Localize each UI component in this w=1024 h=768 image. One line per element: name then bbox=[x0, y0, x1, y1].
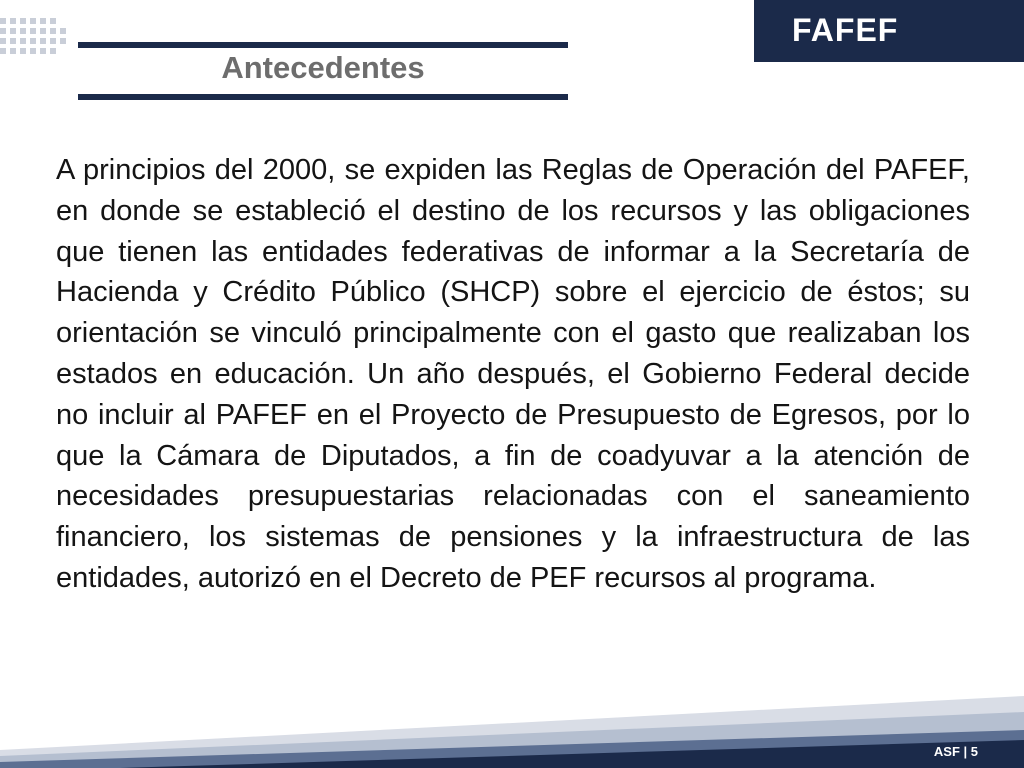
page-title: Antecedentes bbox=[221, 50, 425, 85]
body-paragraph: A principios del 2000, se expiden las Reglas de Operación del PAFEF, en donde se estableció el destino de los recursos y las obligaciones que tienen las entidades federativas de informar a la Secretaría de Hacienda y Crédito Público (SHCP) sobre el ejercicio de éstos; su orientación se vinculó principalmente con el gasto que realizaban los estados en educación. Un año después, el Gobierno Federal decide no incluir al PAFEF en el Proyecto de Presupuesto de Egresos, por lo que la Cámara de Diputados, a fin de coadyuvar a la atención de necesidades presupuestarias relacionadas con el saneamiento financiero, los sistemas de pensiones y la infraestructura de las entidades, autorizó en el Decreto de PEF recursos al programa. bbox=[56, 154, 970, 594]
title-rule-top bbox=[78, 42, 568, 48]
footer-bands bbox=[0, 690, 1024, 768]
title-rule-bottom bbox=[78, 94, 568, 100]
dot-pattern-decoration bbox=[0, 18, 66, 62]
header-tab-label: FAFEF bbox=[792, 12, 899, 48]
page-number-label: ASF | 5 bbox=[933, 744, 978, 759]
